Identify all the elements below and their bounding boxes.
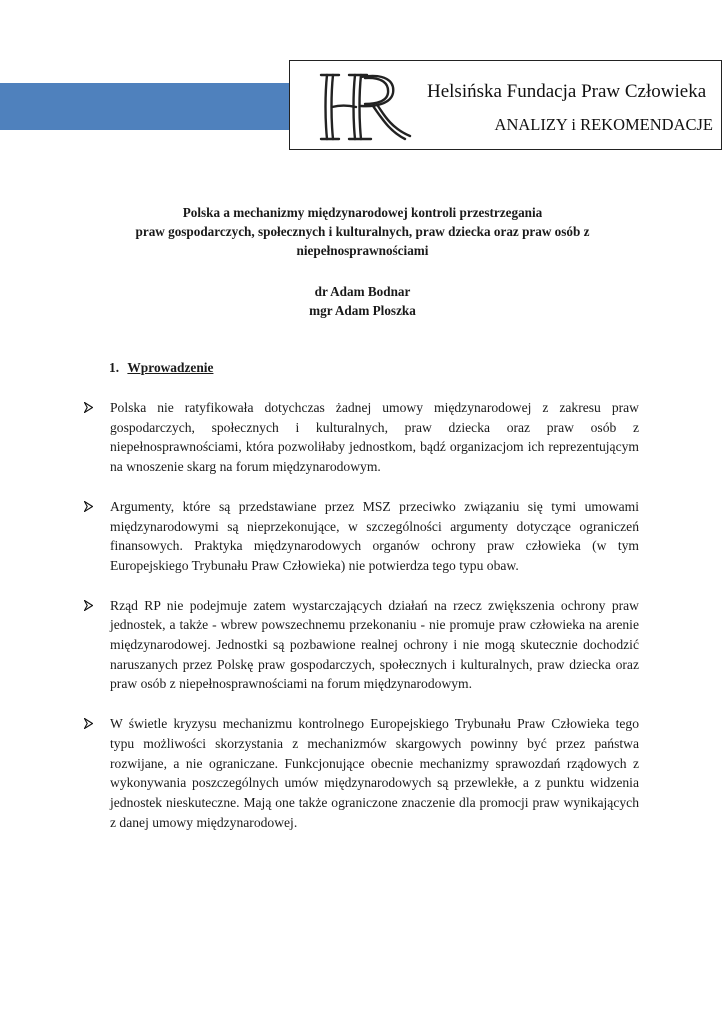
bullet-list [84,398,639,852]
bullet-item [84,596,639,695]
header-color-band [0,83,300,130]
title-line: Polska a mechanizmy międzynarodowej kontroli przestrzegania [182,205,543,220]
organization-name: Helsińska Fundacja Praw Człowieka [427,81,707,102]
section-title: Wprowadzenie [127,360,214,375]
title-line: niepełnosprawnościami [296,243,429,258]
bullet-text: W świetle kryzysu mechanizmu kontrolnego Europejskiego Trybunału Praw Człowieka tego typu możliwości skorzystania z mechanizmów skargowych powinny być przez państwa rozwijane, a nie ograniczane. Funkcjonujące obecnie mechanizmy sprawozdań rządowych z wykonywania poszczególnych umów międzynarodowych są przewlekłe, a z punktu widzenia jednostek nieskuteczne. Mają one także ograniczone znaczenie dla promocji praw wynikających z danej umowy międzynarodowej. [110,716,639,830]
author-name: mgr Adam Ploszka [309,303,416,318]
arrow-bullet-icon [84,501,93,512]
bullet-text: Rząd RP nie podejmuje zatem wystarczających działań na rzecz zwiększenia ochrony praw jednostek, a także - wbrew powszechnemu przekonaniu - nie promuje praw człowieka na arenie międzynarodowej. Jednostki są pozbawione realnej ochrony i nie mogą skutecznie dochodzić naruszanych przez Polskę praw gospodarczych, społecznych i kulturalnych, praw dziecka oraz praw osób z niepełnosprawnościami na forum międzynarodowym. [110,597,639,692]
hr-logo [315,69,415,145]
series-title: ANALIZY i REKOMENDACJE [494,115,713,134]
bullet-text: Polska nie ratyfikowała dotychczas żadnej umowy międzynarodowej z zakresu praw gospodarczych, społecznych i kulturalnych, praw dziecka oraz praw osób z niepełnosprawnościami, która pozwoliłaby jednostkom, bądź organizacjom ich reprezentującym na wnoszenie skarg na forum międzynarodowym. [110,400,639,475]
arrow-bullet-icon [84,600,93,611]
arrow-bullet-icon [84,718,93,729]
arrow-bullet-icon [84,402,93,413]
title-line: praw gospodarczych, społecznych i kulturalnych, praw dziecka oraz praw osób z [135,224,590,239]
bullet-item [84,714,639,832]
header-box [289,60,722,150]
bullet-text: Argumenty, które są przedstawiane przez MSZ przeciwko związaniu się tymi umowami międzynarodowymi są nieprzekonujące, w szczególności argumenty dotyczące ograniczeń finansowych. Praktyka międzynarodowych organów ochrony praw człowieka (w tym Europejskiego Trybunału Praw Człowieka) nie potwierdza tego typu obaw. [110,498,639,573]
section-number: 1. [109,360,120,375]
section-heading [109,360,213,376]
authors [70,282,655,320]
bullet-item [84,398,639,477]
author-name: dr Adam Bodnar [314,284,411,299]
document-title [70,203,655,260]
bullet-item [84,497,639,576]
